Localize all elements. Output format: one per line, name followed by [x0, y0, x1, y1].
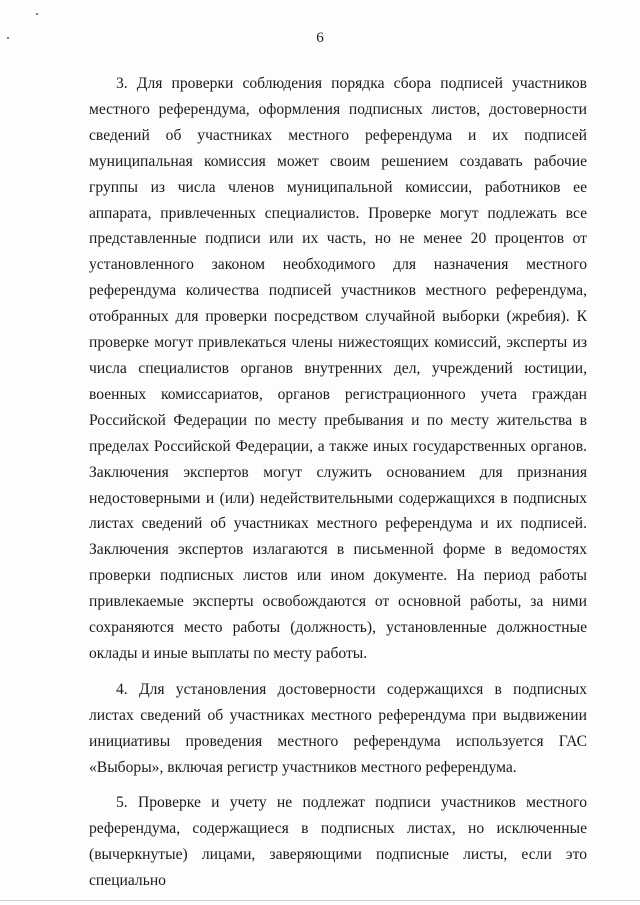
- scan-speck: [36, 13, 38, 15]
- page-number: 6: [316, 30, 324, 46]
- paragraph-3: 3. Для проверки соблюдения порядка сбора подписей участников местного референдума, оформления подписных листов, достоверности сведений об участниках местного референдума и их подписей муниципальная комиссия может своим решением создавать рабочие группы из числа членов муниципальной комиссии, работников ее аппарата, привлеченных специалистов. Проверке могут подлежать все представленные подписи или их часть, но не менее 20 процентов от установленного законом необходимого для назначения местного референдума количества подписей участников местного референдума, отобранных для проверки посредством случайной выборки (жребия). К проверке могут привлекаться члены нижестоящих комиссий, эксперты из числа специалистов органов внутренних дел, учреждений юстиции, военных комиссариатов, органов регистрационного учета граждан Российской Федерации по месту пребывания и по месту жительства в пределах Российской Федерации, а также иных государственных органов. Заключения экспертов могут служить основанием для признания недостоверными и (или) недействительными содержащихся в подписных листах сведений об участниках местного референдума и их подписей. Заключения экспертов излагаются в письменной форме в ведомостях проверки подписных листов или ином документе. На период работы привлекаемые эксперты освобождаются от основной работы, за ними сохраняются место работы (должность), установленные должностные оклады и иные выплаты по месту работы.: [89, 75, 587, 662]
- scan-edge-line: [0, 900, 640, 901]
- paragraph-4: 4. Для установления достоверности содержащихся в подписных листах сведений об участниках местного референдума при выдвижении инициативы проведения местного референдума используется ГАС «Выборы», включая регистр участников местного референдума.: [89, 680, 587, 776]
- paragraph-5: 5. Проверке и учету не подлежат подписи участников местного референдума, содержащиеся в подписных листах, но исключенные (вычеркнутые) лицами, заверяющими подписные листы, если это специально: [89, 794, 587, 890]
- document-body: [89, 71, 587, 894]
